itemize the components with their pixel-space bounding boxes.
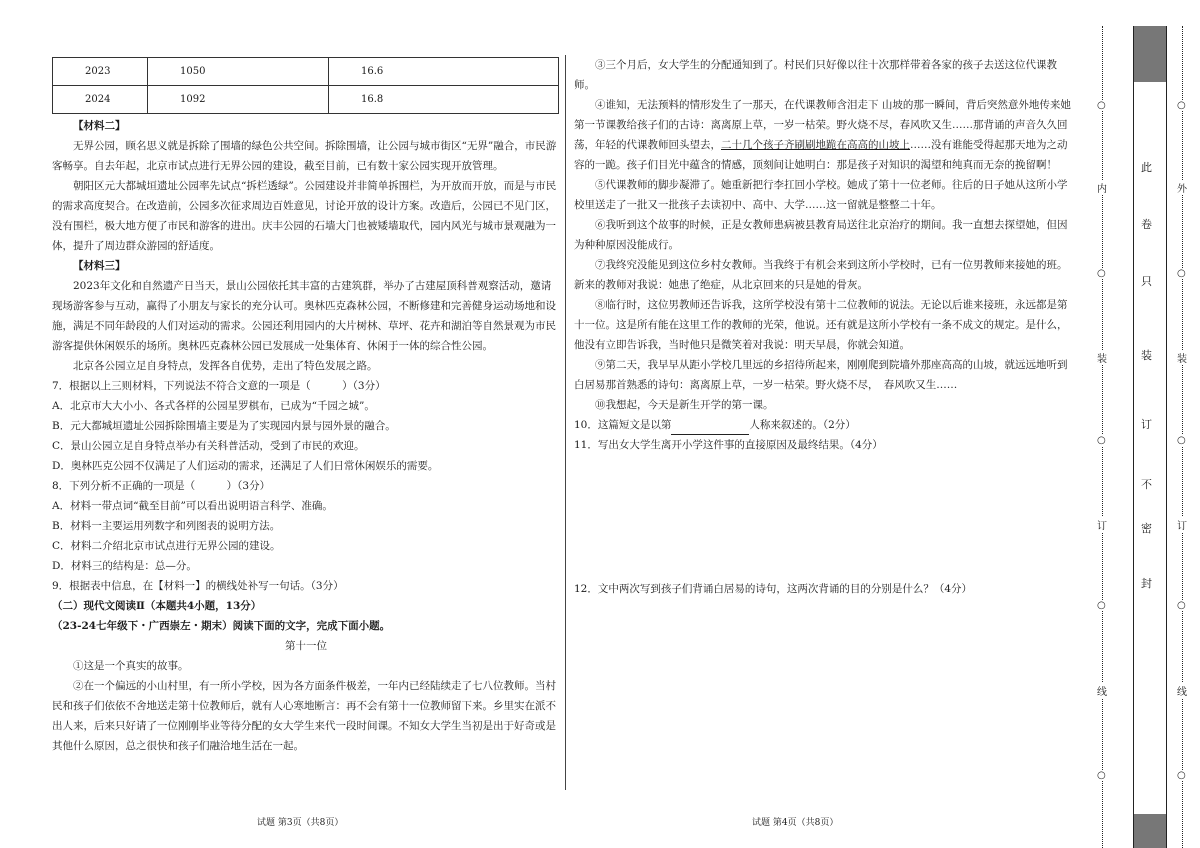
article-paragraph [574,95,1074,175]
question-text: 10．这篇短文是以第 [574,419,672,431]
material-2-paragraph: 朝阳区元大都城垣遗址公园率先试点“拆栏透绿”。公园建设并非简单拆围栏，为开放而开放，而是与市民的需求高度契合。在改造前，公园多次征求周边百姓意见，讨论开放的设计方案。改造后，公园已不见门区，没有围栏，极大地方便了市民和游客的进出。庆丰公园的石墙大门也被矮墙取代，园内风光与城市景观融为一体，提升了周边群众游园的舒适度。 [52,180,557,252]
paragraph-text: ④谁知，无法预料的情形发生了一那天，在代课教师含泪走下 山坡的那一瞬间，背后突然意外地传来她第一节课教给孩子们的古诗：离离原上草，一岁一枯荣。野火烧不尽，春风吹又生……那背诵的声音久久回荡，年轻的代课教师回头望去， [574,99,1071,151]
table-cell: 16.8 [329,86,559,114]
binding-circle: ○ [1177,600,1186,611]
article-paragraph: ⑦我终究没能见到这位乡村女教师。当我终于有机会来到这所小学校时，已有一位男教师来接她的班。新来的教师对我说：她患了绝症，从北京回来的只是她的骨灰。 [574,259,1068,291]
strip-character: 此 [1141,161,1152,174]
question-12: 12．文中两次写到孩子们背诵白居易的诗句，这两次背诵的目的分别是什么？（4分） [574,583,973,595]
strip-character: 只 [1141,275,1152,288]
binding-circle: ○ [1097,268,1106,279]
question-text: 人称来叙述的。（2分） [749,419,856,431]
strip-character: 封 [1141,577,1152,590]
material-2-heading: 【材料二】 [73,120,126,132]
binding-strip [1133,26,1167,848]
binding-circle: ○ [1097,435,1106,446]
section-source: （23-24七年级下・广西崇左・期末）阅读下面的文字，完成下面小题。 [52,620,391,632]
inner-mark: 订 [1096,517,1108,532]
binding-circle: ○ [1097,600,1106,611]
material-3-paragraph: 北京各公园立足自身特点，发挥各自优势，走出了特色发展之路。 [73,360,378,372]
strip-character: 订 [1141,418,1152,431]
strip-dark-top [1134,26,1166,82]
table-cell: 1050 [148,58,329,86]
option-a: A．北京市大大小小、各式各样的公园星罗棋布，已成为“千园之城”。 [52,400,375,412]
page-footer: 试题 第4页（共8页） [752,818,839,828]
table-row [53,58,559,86]
material-2-paragraph: 无界公园，顾名思义就是拆除了围墙的绿色公共空间。拆除围墙，让公园与城市街区“无界”融合，市民游客畅享。自去年起，北京市试点进行无界公园的建设，截至目前，已有数十家公园实现开放管理。 [52,140,557,172]
article-paragraph: ⑩我想起，今天是新生开学的第一课。 [595,399,774,411]
inner-mark: 装 [1096,350,1108,365]
outer-mark: 订 [1176,517,1188,532]
table-cell: 2023 [53,58,148,86]
strip-character: 卷 [1141,218,1152,231]
material-3-paragraph: 2023年文化和自然遗产日当天，景山公园依托其丰富的古建筑群，举办了古建屋顶科普观察活动，邀请现场游客参与互动，赢得了小朋友与家长的充分认可。奥林匹克森林公园，不断修建和完善健身运动场地和设施，满足不同年龄段的人们对运动的需求。公园还利用园内的大片树林、草坪、花卉和湖泊等自然景观为市民游客提供休闲娱乐的场所。奥林匹克森林公园已发展成一处集体育、休闲于一体的综合性公园。 [52,280,556,352]
table-row [53,86,559,114]
article-paragraph: ⑧临行时，这位男教师还告诉我，这所学校没有第十二位教师的说法。无论以后谁来接班，永远都是第十一位。这是所有能在这里工作的教师的光荣，他说。还有就是这所小学校有一条不成文的规定。是什么，他没有立即告诉我，当时他只是微笑着对我说：明天早晨，你就会知道。 [574,299,1068,351]
table-cell: 2024 [53,86,148,114]
data-table [52,57,559,114]
column-divider [565,55,566,790]
option-c: C．景山公园立足自身特点举办有关科普活动，受到了市民的欢迎。 [52,440,365,452]
option-d: D．材料三的结构是：总—分。 [52,560,197,572]
option-b: B．元大都城垣遗址公园拆除围墙主要是为了实现园内景与园外景的融合。 [52,420,396,432]
inner-mark: 内 [1096,180,1108,195]
underlined-sentence: 二十几个孩子齐刷刷地跪在高高的山坡上 [721,139,910,151]
outer-mark: 外 [1176,180,1188,195]
question-8: 8．下列分析不正确的一项是（ ）（3分） [52,480,271,492]
strip-character: 密 [1141,522,1152,535]
answer-blank[interactable] [671,422,749,435]
strip-character: 装 [1141,349,1152,362]
question-7: 7．根据以上三则材料，下列说法不符合文意的一项是（ ）（3分） [52,380,386,392]
strip-character: 不 [1141,478,1152,491]
article-paragraph: ③三个月后，女大学生的分配通知到了。村民们只好像以往十次那样带着各家的孩子去送这位代课教师。 [574,59,1057,91]
article-paragraph: ⑨第二天，我早早从距小学校几里远的乡招待所起来，刚刚爬到院墙外那座高高的山坡，就远远地听到白居易那首熟悉的诗句：离离原上草，一岁一枯荣。野火烧不尽， 春风吹又生…… [574,359,1068,391]
article-paragraph: ②在一个偏远的小山村里，有一所小学校，因为各方面条件极差，一年内已经陆续走了七八位教师。当村民和孩子们依依不舍地送走第十位教师后，就有人心寒地断言：再不会有第十一位教师留下来。乡里实在派不出人来，后来只好请了一位刚刚毕业等待分配的女大学生来代一段时间课。不知女大学生当初是出于好奇或是其他什么原因，总之很快和孩子们融洽地生活在一起。 [52,680,556,752]
option-d: D．奥林匹克公园不仅满足了人们运动的需求，还满足了人们日常休闲娱乐的需要。 [52,460,439,472]
option-c: C．材料二介绍北京市试点进行无界公园的建设。 [52,540,281,552]
material-3-heading: 【材料三】 [73,260,126,272]
binding-circle: ○ [1097,770,1106,781]
right-column [574,55,1074,599]
binding-circle: ○ [1177,435,1186,446]
outer-mark: 装 [1176,350,1188,365]
binding-circle: ○ [1097,100,1106,111]
article-paragraph: ①这是一个真实的故事。 [73,660,189,672]
article-title: 第十一位 [285,640,327,652]
left-column [52,116,560,756]
inner-mark: 线 [1096,683,1108,698]
table-cell: 16.6 [329,58,559,86]
binding-circle: ○ [1177,100,1186,111]
option-b: B．材料一主要运用列数字和列图表的说明方法。 [52,520,281,532]
table-cell: 1092 [148,86,329,114]
paragraph-text: ……没有谁能受得起那天地为之动容的一跪。孩子们目光中蕴含的情感，顶刻间让她明白：那是孩子对知识的渴望和纯真而无奈的挽留啊！ [574,139,1068,171]
section-heading: （二）现代文阅读Ⅱ（本题共4小题，13分） [52,600,262,612]
answer-space[interactable] [574,455,1074,579]
binding-circle: ○ [1177,268,1186,279]
option-a: A．材料一带点词“截至目前”可以看出说明语言科学、准确。 [52,500,333,512]
article-paragraph: ⑥我听到这个故事的时候，正是女教师患病被县教育局送往北京治疗的期间。我一直想去探望她，但因为种种原因没能成行。 [574,219,1068,251]
page-footer: 试题 第3页（共8页） [257,818,344,828]
article-paragraph: ⑤代课教师的脚步凝滞了。她重新把行李扛回小学校。她成了第十一位老师。往后的日子她从这所小学校里送走了一批又一批孩子去读初中、高中、大学……这一留就是整整二十年。 [574,179,1068,211]
question-11: 11．写出女大学生离开小学这件事的直接原因及最终结果。（4分） [574,439,883,451]
question-9: 9．根据表中信息，在【材料一】的横线处补写一句话。（3分） [52,580,344,592]
binding-circle: ○ [1177,770,1186,781]
outer-mark: 线 [1176,683,1188,698]
question-10 [574,415,1074,435]
strip-dark-bottom [1134,814,1166,848]
